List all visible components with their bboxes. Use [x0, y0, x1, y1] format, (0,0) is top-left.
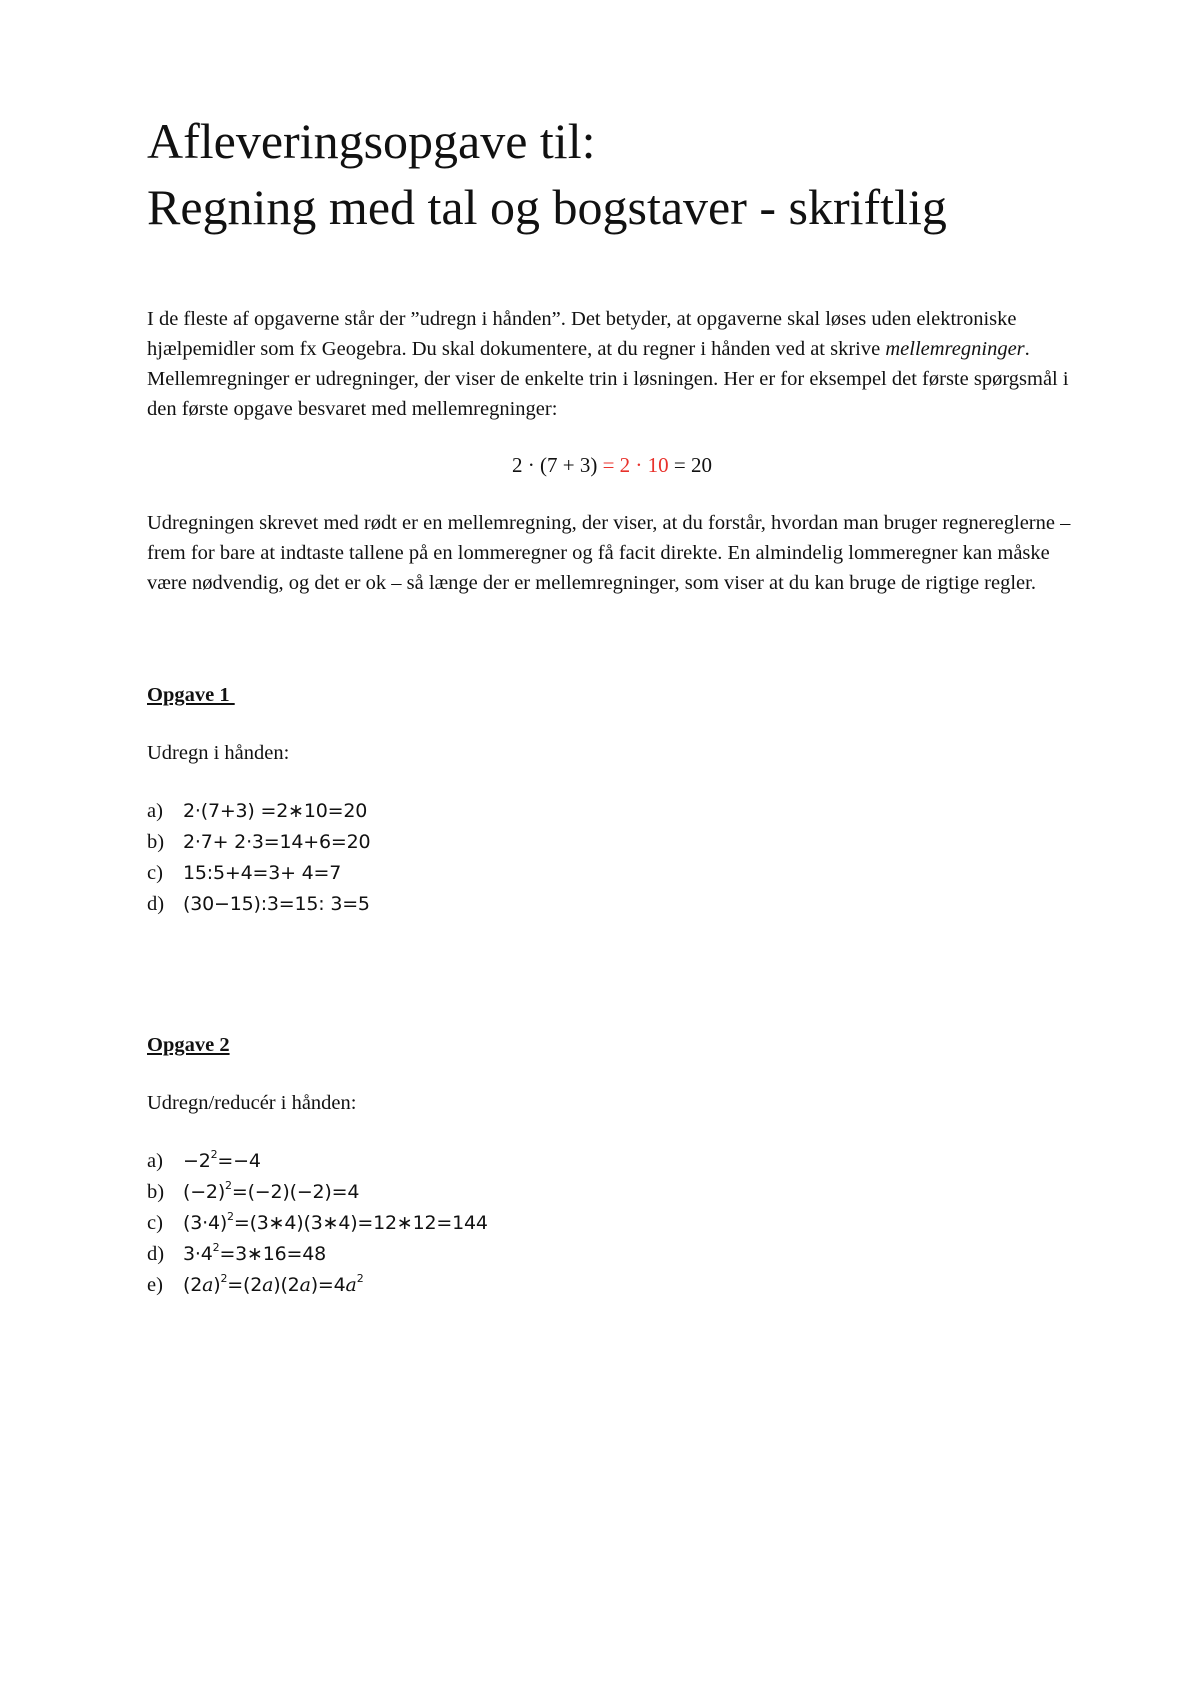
item-expression: 2·7+ 2·3=14+6=20 — [183, 831, 371, 853]
item-letter: a) — [147, 1150, 163, 1172]
list-item — [147, 1177, 1077, 1208]
opgave-2-answers — [147, 1146, 1077, 1301]
item-expression: (30−15):3=15: 3=5 — [183, 893, 370, 915]
intro-paragraph — [147, 304, 1077, 424]
title-line-1: Afleveringsopgave til: — [147, 113, 596, 169]
list-item — [147, 1270, 1077, 1301]
list-item — [147, 1146, 1077, 1177]
example-start: 2 · (7 + 3) — [511, 453, 603, 477]
item-expression: 15:5+4=3+ 4=7 — [183, 862, 342, 884]
outro-paragraph: Udregningen skrevet med rødt er en mellemregning, der viser, at du forstår, hvordan man bruger regnereglerne – frem for bare at indtaste tallene på en lommeregner og få facit direkte. En almindelig lommeregner kan måske være nødvendig, og det er ok – så længe der er mellemregninger, som viser at du kan bruge de rigtige regler. — [147, 512, 1071, 594]
opgave-1-heading: Opgave 1 — [147, 684, 235, 706]
item-letter: b) — [147, 1181, 165, 1203]
intro-text-part-1: I de fleste af opgaverne står der ”udregn i hånden”. Det betyder, at opgaverne skal løses uden elektroniske hjælpemidler som fx Geogebra. Du skal dokumentere, at du regner i hånden ved at skrive — [147, 308, 1017, 360]
list-item — [147, 889, 1077, 920]
item-expression: 2·(7+3) =2∗10=20 — [183, 800, 368, 822]
item-expression: $(-2)^2=(-2)(-2)=4$ — [183, 1179, 360, 1203]
opgave-1-answers — [147, 796, 1077, 920]
item-letter: d) — [147, 1243, 165, 1265]
item-letter: b) — [147, 831, 165, 853]
document-page — [147, 108, 1077, 1301]
item-expression: $(3\cdot 4)^2=(3∗4)(3∗4)=12∗12=144$ — [183, 1210, 488, 1234]
opgave-1-section — [147, 680, 1077, 920]
opgave-2-heading: Opgave 2 — [147, 1034, 230, 1056]
list-item — [147, 796, 1077, 827]
opgave-2-section — [147, 1030, 1077, 1301]
item-expression: $(2a)^2=(2a)(2a)=4a^2$ — [183, 1272, 364, 1296]
list-item — [147, 827, 1077, 858]
list-item — [147, 858, 1077, 889]
example-equation — [147, 450, 1077, 480]
list-item — [147, 1239, 1077, 1270]
opgave-1-instruction: Udregn i hånden: — [147, 742, 290, 764]
item-letter: d) — [147, 893, 165, 915]
item-letter: c) — [147, 862, 163, 884]
item-expression: $-2^2=-4$ — [183, 1148, 261, 1172]
item-letter: a) — [147, 800, 163, 822]
example-end: = 20 — [668, 453, 712, 477]
document-title — [147, 108, 1077, 240]
item-letter: c) — [147, 1212, 163, 1234]
item-expression: $3\cdot 4^2=3∗16=48$ — [183, 1241, 327, 1265]
list-item — [147, 1208, 1077, 1239]
intro-text-part-2: . Mellemregninger er udregninger, der viser de enkelte trin i løsningen. Her er for eksempel det første spørgsmål i den første opgave besvaret med mellemregninger: — [147, 338, 1069, 420]
example-intermediate-step: = 2 · 10 — [602, 453, 669, 477]
intro-emphasis: mellemregninger — [885, 338, 1025, 360]
opgave-2-instruction: Udregn/reducér i hånden: — [147, 1092, 357, 1114]
item-letter: e) — [147, 1274, 163, 1296]
title-line-2: Regning med tal og bogstaver - skriftlig — [147, 179, 947, 235]
